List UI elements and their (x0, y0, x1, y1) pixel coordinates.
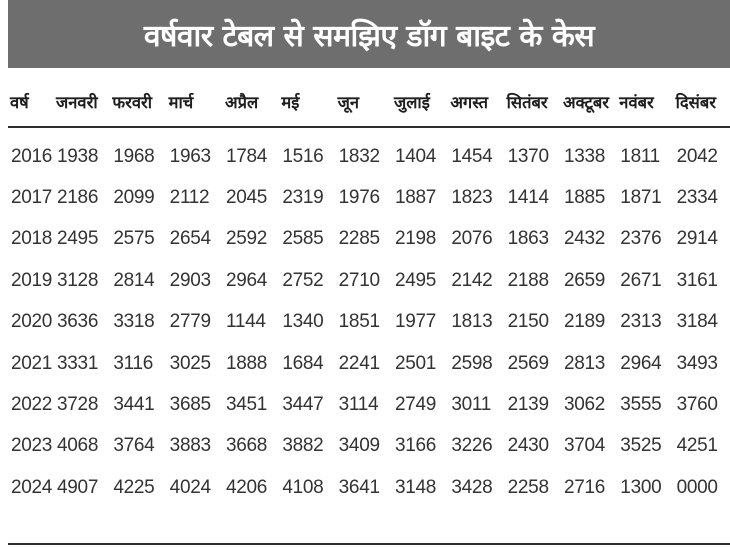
table-row (8, 426, 730, 467)
table-row (8, 177, 730, 218)
case-count-cell: 3441 (113, 394, 155, 416)
table-title: वर्षवार टेबल से समझिए डॉग बाइट के केस (8, 0, 730, 68)
case-count-cell: 1340 (282, 311, 324, 333)
case-count-cell: 3451 (226, 394, 268, 416)
case-count-cell: 3116 (113, 352, 154, 374)
case-count-cell: 2189 (563, 311, 606, 333)
case-count-cell: 3883 (169, 435, 211, 457)
case-count-cell: 3636 (57, 311, 99, 333)
case-count-cell: 1977 (394, 311, 437, 333)
case-count-cell: 2964 (620, 352, 662, 374)
table-row (8, 302, 730, 343)
case-count-cell: 2285 (338, 228, 380, 250)
case-count-cell: 3025 (169, 352, 211, 374)
case-count-cell: 3704 (563, 435, 606, 457)
case-count-cell: 3555 (620, 394, 662, 416)
case-count-cell: 2112 (169, 187, 210, 209)
case-count-cell: 2198 (394, 228, 437, 250)
year-cell: 2019 (11, 269, 53, 291)
case-count-cell: 2495 (57, 228, 99, 250)
case-count-cell: 0000 (676, 476, 718, 498)
case-count-cell: 3062 (563, 394, 606, 416)
case-count-cell: 2903 (169, 269, 211, 291)
case-count-cell: 2076 (451, 228, 493, 250)
table-body (8, 127, 730, 509)
case-count-cell: 1976 (338, 187, 380, 209)
case-count-cell: 1144 (226, 311, 266, 333)
case-count-cell: 2430 (507, 435, 549, 457)
case-count-cell: 3882 (282, 435, 324, 457)
case-count-cell: 1811 (620, 145, 660, 167)
case-count-cell: 1404 (394, 145, 437, 167)
case-count-cell: 1851 (338, 311, 380, 333)
case-count-cell: 3493 (676, 352, 718, 374)
case-count-cell: 4024 (169, 476, 211, 498)
year-cell: 2018 (11, 228, 53, 250)
table-row (8, 260, 730, 301)
column-header-month: दिसंबर (674, 76, 730, 127)
column-header-month: जनवरी (54, 76, 110, 127)
table-row (8, 467, 730, 508)
case-count-cell: 2150 (507, 311, 549, 333)
case-count-cell: 3331 (57, 352, 99, 374)
case-count-cell: 2575 (113, 228, 155, 250)
year-cell: 2024 (11, 476, 53, 498)
case-count-cell: 2592 (226, 228, 268, 250)
column-header-month: फरवरी (110, 76, 166, 127)
case-count-cell: 3161 (676, 269, 718, 291)
case-count-cell: 2752 (282, 269, 324, 291)
column-header-year: वर्ष (8, 76, 54, 127)
case-count-cell: 4907 (57, 476, 99, 498)
case-count-cell: 1370 (507, 145, 549, 167)
case-count-cell: 2964 (226, 269, 268, 291)
column-header-month: सितंबर (505, 76, 561, 127)
case-count-cell: 2598 (451, 352, 493, 374)
case-count-cell: 2495 (394, 269, 437, 291)
case-count-cell: 2319 (282, 187, 324, 209)
table-row (8, 343, 730, 384)
case-count-cell: 4206 (226, 476, 268, 498)
column-header-month: जून (336, 76, 392, 127)
case-count-cell: 2188 (507, 269, 549, 291)
case-count-cell: 2814 (113, 269, 155, 291)
column-header-month: मई (279, 76, 335, 127)
year-cell: 2016 (11, 145, 53, 167)
table-row (8, 384, 730, 425)
case-count-cell: 3011 (451, 394, 491, 416)
case-count-cell: 1813 (451, 311, 493, 333)
column-header-month: अक्टूबर (561, 76, 617, 127)
case-count-cell: 2376 (620, 228, 662, 250)
case-count-cell: 3641 (338, 476, 380, 498)
case-count-cell: 1968 (113, 145, 155, 167)
case-count-cell: 3764 (113, 435, 155, 457)
case-count-cell: 3728 (57, 394, 99, 416)
case-count-cell: 1938 (57, 145, 99, 167)
year-cell: 2022 (11, 394, 53, 416)
case-count-cell: 3226 (451, 435, 493, 457)
year-cell: 2021 (11, 352, 53, 374)
case-count-cell: 2671 (620, 269, 662, 291)
case-count-cell: 2334 (676, 187, 718, 209)
column-header-month: नवंबर (617, 76, 673, 127)
column-header-month: अप्रैल (223, 76, 279, 127)
case-count-cell: 1871 (620, 187, 662, 209)
column-header-month: अगस्त (448, 76, 504, 127)
case-count-cell: 1863 (507, 228, 549, 250)
table-row (8, 219, 730, 260)
case-count-cell: 2258 (507, 476, 549, 498)
case-count-cell: 2716 (563, 476, 606, 498)
case-count-cell: 4225 (113, 476, 155, 498)
case-count-cell: 2710 (338, 269, 380, 291)
case-count-cell: 1888 (226, 352, 268, 374)
case-count-cell: 3447 (282, 394, 324, 416)
case-count-cell: 3184 (676, 311, 718, 333)
case-count-cell: 1885 (563, 187, 606, 209)
case-count-cell: 2042 (676, 145, 718, 167)
case-count-cell: 2501 (394, 352, 437, 374)
year-cell: 2023 (11, 435, 53, 457)
case-count-cell: 1963 (169, 145, 211, 167)
case-count-cell: 2654 (169, 228, 211, 250)
case-count-cell: 2099 (113, 187, 155, 209)
case-count-cell: 2569 (507, 352, 549, 374)
case-count-cell: 2142 (451, 269, 493, 291)
case-count-cell: 3428 (451, 476, 493, 498)
case-count-cell: 3114 (338, 394, 379, 416)
year-cell: 2017 (11, 187, 53, 209)
case-count-cell: 2432 (563, 228, 606, 250)
case-count-cell: 1784 (226, 145, 268, 167)
case-count-cell: 1887 (394, 187, 437, 209)
case-count-cell: 1414 (507, 187, 549, 209)
case-count-cell: 3525 (620, 435, 662, 457)
case-count-cell: 2313 (620, 311, 662, 333)
case-count-cell: 1823 (451, 187, 493, 209)
case-count-cell: 4068 (57, 435, 99, 457)
year-cell: 2020 (11, 311, 53, 333)
case-count-cell: 1300 (620, 476, 662, 498)
case-count-cell: 3668 (226, 435, 268, 457)
case-count-cell: 3409 (338, 435, 380, 457)
case-count-cell: 1832 (338, 145, 380, 167)
case-count-cell: 2914 (676, 228, 718, 250)
case-count-cell: 2139 (507, 394, 549, 416)
case-count-cell: 2186 (57, 187, 99, 209)
case-count-cell: 4108 (282, 476, 324, 498)
case-count-cell: 2659 (563, 269, 606, 291)
case-count-cell: 1454 (451, 145, 493, 167)
bottom-rule (8, 543, 730, 545)
dog-bite-table (8, 76, 730, 509)
column-header-month: जुलाई (392, 76, 448, 127)
case-count-cell: 1516 (282, 145, 324, 167)
case-count-cell: 4251 (676, 435, 718, 457)
case-count-cell: 3148 (394, 476, 437, 498)
case-count-cell: 1684 (282, 352, 324, 374)
case-count-cell: 3128 (57, 269, 99, 291)
case-count-cell: 2813 (563, 352, 606, 374)
table-row (8, 127, 730, 177)
column-header-month: मार्च (167, 76, 223, 127)
case-count-cell: 2585 (282, 228, 324, 250)
case-count-cell: 2241 (338, 352, 380, 374)
case-count-cell: 3760 (676, 394, 718, 416)
case-count-cell: 3685 (169, 394, 211, 416)
case-count-cell: 3318 (113, 311, 155, 333)
header-row (8, 76, 730, 127)
data-table (8, 76, 730, 509)
case-count-cell: 2045 (226, 187, 268, 209)
case-count-cell: 2749 (394, 394, 437, 416)
case-count-cell: 1338 (563, 145, 606, 167)
case-count-cell: 2779 (169, 311, 211, 333)
case-count-cell: 3166 (394, 435, 437, 457)
